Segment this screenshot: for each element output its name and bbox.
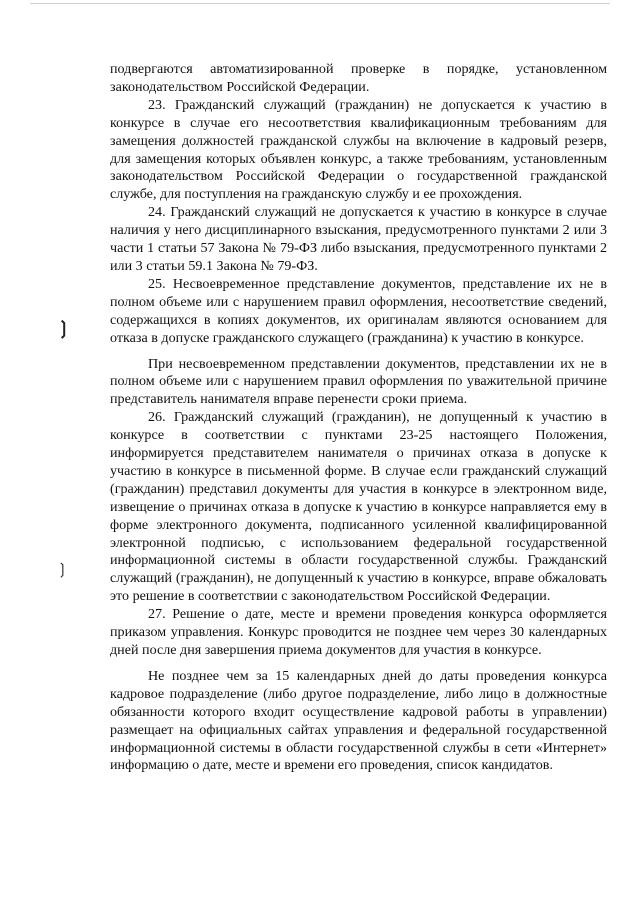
margin-bracket-mark: ❳ — [56, 560, 69, 578]
scan-top-edge — [30, 3, 610, 4]
paragraph-publication-notice: Не позднее чем за 15 календарных дней до даты проведения конкурса кадровое подразделение (либо другое подразделение, либо лицо в должностные обязанности которого входит осуществление кадровой работы в управлении) размещает на официальных сайтах управления и федеральной государственной информационной системы в области государственной службы в сети «Интернет» информацию о дате, месте и времени его проведения, список кандидатов. — [110, 667, 607, 774]
margin-bracket-mark: ❳ — [56, 318, 72, 339]
paragraph-item-27: 27. Решение о дате, месте и времени проведения конкурса оформляется приказом управления. Конкурс проводится не позднее чем через 30 календарных дней после дня завершения приема документов для участия в конкурсе. — [110, 606, 607, 658]
paragraph-late-submission: При несвоевременном представлении документов, представлении их не в полном объеме или с нарушением правил оформления по уважительной причине представитель нанимателя вправе перенести сроки приема. — [110, 355, 607, 408]
paragraph-continuation: подвергаются автоматизированной проверке в порядке, установленном законодательством Российской Федерации. — [110, 61, 607, 95]
paragraph-item-26: 26. Гражданский служащий (гражданин), не допущенный к участию в конкурсе в соответствии с пунктами 23-25 настоящего Положения, информируется представителем нанимателя о причинах отказа в допуске к участию в конкурсе в письменной форме. В случае если гражданский служащий (гражданин) представил документы для участия в конкурсе в электронном виде, извещение о причинах отказа в допуске к участию в конкурсе направляется ему в форме электронного документа, подписанного усиленной квалифицированной электронной подписью, с использованием федеральной государственной информационной системы в области государственной службы. Гражданский служащий (гражданин), не допущенный к участию в конкурсе, вправе обжаловать это решение в соответствии с законодательством Российской Федерации. — [110, 409, 607, 605]
paragraph-item-25: 25. Несвоевременное представление документов, представление их не в полном объеме или с нарушением правил оформления, несоответствие сведений, содержащихся в копиях документов, их оригиналам являются основанием для отказа в допуске гражданского служащего (гражданина) к участию в конкурсе. — [110, 275, 607, 346]
document-page — [110, 61, 607, 775]
paragraph-item-24: 24. Гражданский служащий не допускается к участию в конкурсе в случае наличия у него дисциплинарного взыскания, предусмотренного пунктами 2 или 3 части 1 статьи 57 Закона № 79-ФЗ либо взыскания, предусмотренного пунктами 2 или 3 статьи 59.1 Закона № 79-ФЗ. — [110, 204, 607, 274]
paragraph-item-23: 23. Гражданский служащий (гражданин) не допускается к участию в конкурсе в случае его несоответствия квалификационным требованиям для замещения должностей гражданской службы на включение в кадровый резерв, для замещения которых объявлен конкурс, а также требованиям, установленным законодательством Российской Федерации о государственной гражданской службе, для поступления на гражданскую службу и ее прохождения. — [110, 96, 607, 203]
